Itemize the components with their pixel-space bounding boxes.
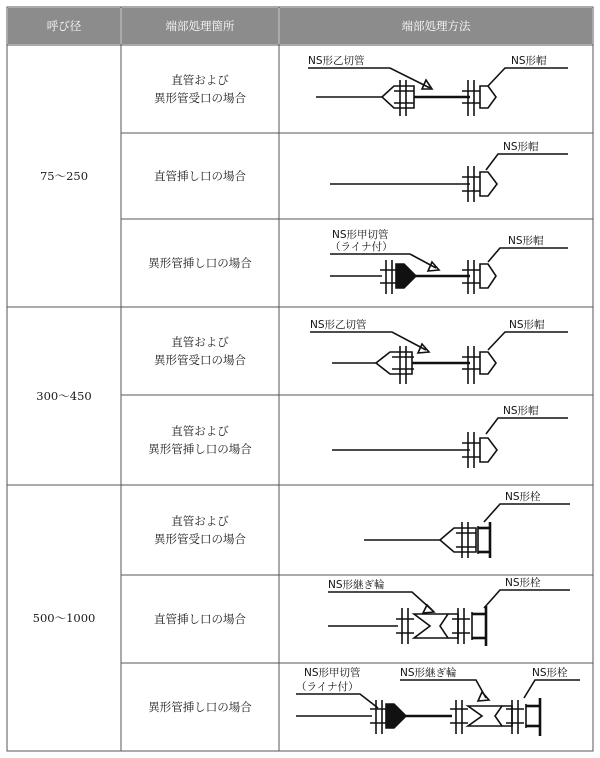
label-kou-cut-pipe: NS形甲切管 bbox=[304, 667, 361, 679]
label-ns-cap: NS形帽 bbox=[509, 319, 545, 331]
label-otsu-cut-pipe: NS形乙切管 bbox=[308, 55, 365, 67]
location-3-3: 異形管挿し口の場合 bbox=[148, 700, 252, 714]
size-group-2: 300～450 bbox=[36, 389, 92, 403]
location-2-2: 直管および 異形管挿し口の場合 bbox=[148, 424, 252, 456]
label-with-liner: （ライナ付） bbox=[330, 241, 393, 253]
label-ns-cap: NS形帽 bbox=[508, 235, 544, 247]
diagram-1-2 bbox=[330, 140, 568, 202]
diagram-2-1 bbox=[310, 318, 568, 384]
header-treatment-method: 端部処理方法 bbox=[280, 8, 592, 44]
location-3-1: 直管および 異形管受口の場合 bbox=[154, 514, 246, 546]
label-ns-joint-ring: NS形継ぎ輪 bbox=[400, 667, 457, 679]
label-ns-cap: NS形帽 bbox=[511, 55, 547, 67]
size-group-1: 75～250 bbox=[39, 169, 89, 183]
label-ns-cap: NS形帽 bbox=[503, 141, 539, 153]
size-group-3: 500～1000 bbox=[32, 611, 96, 625]
location-3-2: 直管挿し口の場合 bbox=[154, 612, 246, 626]
label-ns-plug: NS形栓 bbox=[532, 667, 568, 679]
diagram-1-1 bbox=[308, 54, 568, 116]
label-otsu-cut-pipe: NS形乙切管 bbox=[310, 319, 367, 331]
table-grid bbox=[7, 7, 593, 751]
header-nominal-diameter: 呼び径 bbox=[8, 8, 120, 44]
label-ns-cap: NS形帽 bbox=[503, 405, 539, 417]
diagram-3-3 bbox=[296, 666, 580, 736]
label-ns-joint-ring: NS形継ぎ輪 bbox=[328, 579, 385, 591]
location-1-3: 異形管挿し口の場合 bbox=[148, 256, 252, 270]
diagram-3-2 bbox=[328, 576, 570, 646]
label-ns-plug: NS形栓 bbox=[505, 491, 541, 503]
diagram-2-2 bbox=[332, 404, 568, 468]
location-2-1: 直管および 異形管受口の場合 bbox=[154, 335, 246, 367]
diagram-1-3 bbox=[330, 228, 568, 294]
label-kou-cut-pipe: NS形甲切管 bbox=[332, 229, 389, 241]
location-1-1: 直管および 異形管受口の場合 bbox=[154, 73, 246, 105]
label-ns-plug: NS形栓 bbox=[505, 577, 541, 589]
header-treatment-location: 端部処理箇所 bbox=[122, 8, 278, 44]
location-1-2: 直管挿し口の場合 bbox=[154, 169, 246, 183]
diagram-3-1 bbox=[364, 490, 570, 558]
label-with-liner: （ライナ付） bbox=[296, 681, 359, 693]
